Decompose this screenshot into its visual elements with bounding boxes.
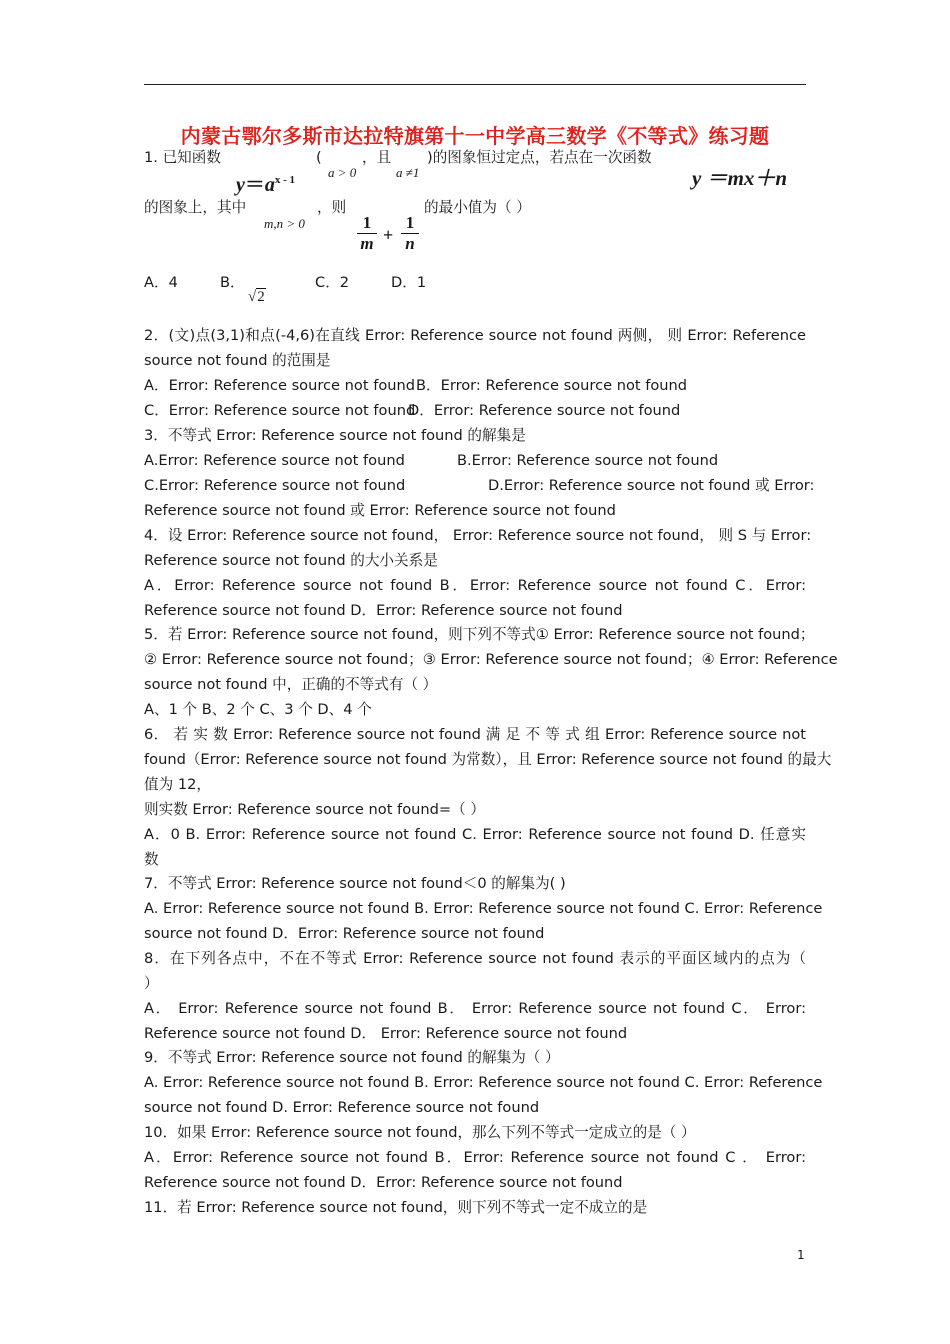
q4-line-2: Reference source not found 的大小关系是 <box>144 552 438 569</box>
q3-option-d: D.Error: Reference source not found 或 Error: <box>488 477 815 494</box>
q5-options: A、1 个 B、2 个 C、3 个 D、4 个 <box>144 701 372 718</box>
q11-line-1: 11．若 Error: Reference source not found，则下列不等式一定不成立的是 <box>144 1199 648 1216</box>
q3-option-a: A.Error: Reference source not found <box>144 452 405 469</box>
q1-fraction-plus: + <box>383 225 394 245</box>
q1-cond-a-ne1: a ≠1 <box>396 165 420 180</box>
q5-line-3: source not found 中，正确的不等式有（ ） <box>144 676 438 693</box>
q6-line-3: 值为 12， <box>144 776 211 793</box>
q7-options-2: source not found D．Error: Reference source not found <box>144 925 545 942</box>
q1-text-6: ，则 <box>317 199 347 216</box>
q2-option-a: A．Error: Reference source not found <box>144 377 416 394</box>
q1-option-d: D．1 <box>391 274 427 291</box>
q10-line-1: 10．如果 Error: Reference source not found，那么下列不等式一定成立的是（ ） <box>144 1124 696 1141</box>
header-rule <box>144 84 806 85</box>
q1-text-2: ( <box>316 149 322 166</box>
q4-options-1: A．Error: Reference source not found B．Error: Reference source not found C．Error: <box>144 577 806 594</box>
q6-line-4: 则实数 Error: Reference source not found=（ ） <box>144 801 485 818</box>
q1-fraction-1-over-n: 1 n <box>401 214 419 253</box>
q1-function: $y=a^{x - 1}$ <box>236 174 296 196</box>
q8-options-2: Reference source not found D． Error: Reference source not found <box>144 1025 628 1042</box>
q9-options-1: A. Error: Reference source not found B. Error: Reference source not found C. Error: Reference <box>144 1074 823 1091</box>
q2-option-c: C．Error: Reference source not found <box>144 402 416 419</box>
q3-line-5: Reference source not found 或 Error: Reference source not found <box>144 502 616 519</box>
q8-line-1: 8．在下列各点中，不在不等式 Error: Reference source not found 表示的平面区域内的点为（ <box>144 950 806 967</box>
q1-cond-a-pos: a > 0 <box>328 165 357 180</box>
q1-text-3: ，且 <box>362 149 392 166</box>
q10-options-1: A．Error: Reference source not found B．Error: Reference source not found C ． Error: <box>144 1149 806 1166</box>
q1-text-4: )的图象恒过定点，若点在一次函数 <box>427 149 652 166</box>
q6-options: A．0 B. Error: Reference source not found C. Error: Reference source not found D. 任意实 <box>144 826 806 843</box>
q1-line-equation: y ＝mx＋n <box>692 166 788 190</box>
q8-options-1: A． Error: Reference source not found B． Error: Reference source not found C． Error: <box>144 1000 806 1017</box>
page-title: 内蒙古鄂尔多斯市达拉特旗第十一中学高三数学《不等式》练习题 <box>180 124 770 148</box>
q5-line-2: ② Error: Reference source not found；③ Error: Reference source not found；④ Error: Reference <box>144 651 838 668</box>
q1-option-b-sqrt2: √2 <box>248 289 265 305</box>
q5-line-1: 5．若 Error: Reference source not found，则下列不等式① Error: Reference source not found； <box>144 626 815 643</box>
page-number: 1 <box>797 1248 805 1262</box>
q10-options-2: Reference source not found D．Error: Reference source not found <box>144 1174 623 1191</box>
q2-line-1: 2．(文)点(3,1)和点(-4,6)在直线 Error: Reference source not found 两侧， 则 Error: Reference <box>144 327 806 344</box>
q1-text-5: 的图象上，其中 <box>144 199 247 216</box>
q1-option-a: A．4 <box>144 274 178 291</box>
q3-option-c: C.Error: Reference source not found <box>144 477 406 494</box>
q1-option-b: B． <box>220 274 245 291</box>
q2-line-2: source not found 的范围是 <box>144 352 331 369</box>
q4-line-1: 4．设 Error: Reference source not found， Error: Reference source not found， 则 S 与 Error: <box>144 527 812 544</box>
q2-option-b: B．Error: Reference source not found <box>416 377 688 394</box>
q6-line-1: 6． 若 实 数 Error: Reference source not found 满 足 不 等 式 组 Error: Reference source not <box>144 726 806 743</box>
q2-option-d: D．Error: Reference source not found <box>408 402 681 419</box>
q1-text-7: 的最小值为（ ） <box>424 199 531 216</box>
q9-line-1: 9．不等式 Error: Reference source not found 的解集为（ ） <box>144 1049 560 1066</box>
q6-options-wrap: 数 <box>144 851 159 868</box>
q3-line-1: 3．不等式 Error: Reference source not found 的解集是 <box>144 427 526 444</box>
q3-option-b: B.Error: Reference source not found <box>457 452 719 469</box>
q4-options-2: Reference source not found D．Error: Reference source not found <box>144 602 623 619</box>
q7-options-1: A. Error: Reference source not found B. Error: Reference source not found C. Error: Reference <box>144 900 823 917</box>
q8-line-2: ） <box>144 975 159 992</box>
q1-cond-mn: m,n > 0 <box>264 216 305 231</box>
q6-line-2: found（Error: Reference source not found 为常数），且 Error: Reference source not found 的最大 <box>144 751 832 768</box>
q1-fraction-1-over-m: 1 m <box>357 214 377 253</box>
q1-option-c: C．2 <box>315 274 350 291</box>
q9-options-2: source not found D. Error: Reference source not found <box>144 1099 540 1116</box>
q7-line-1: 7．不等式 Error: Reference source not found＜0 的解集为( ) <box>144 875 566 892</box>
q1-text-1: 1. 已知函数 <box>144 149 221 166</box>
